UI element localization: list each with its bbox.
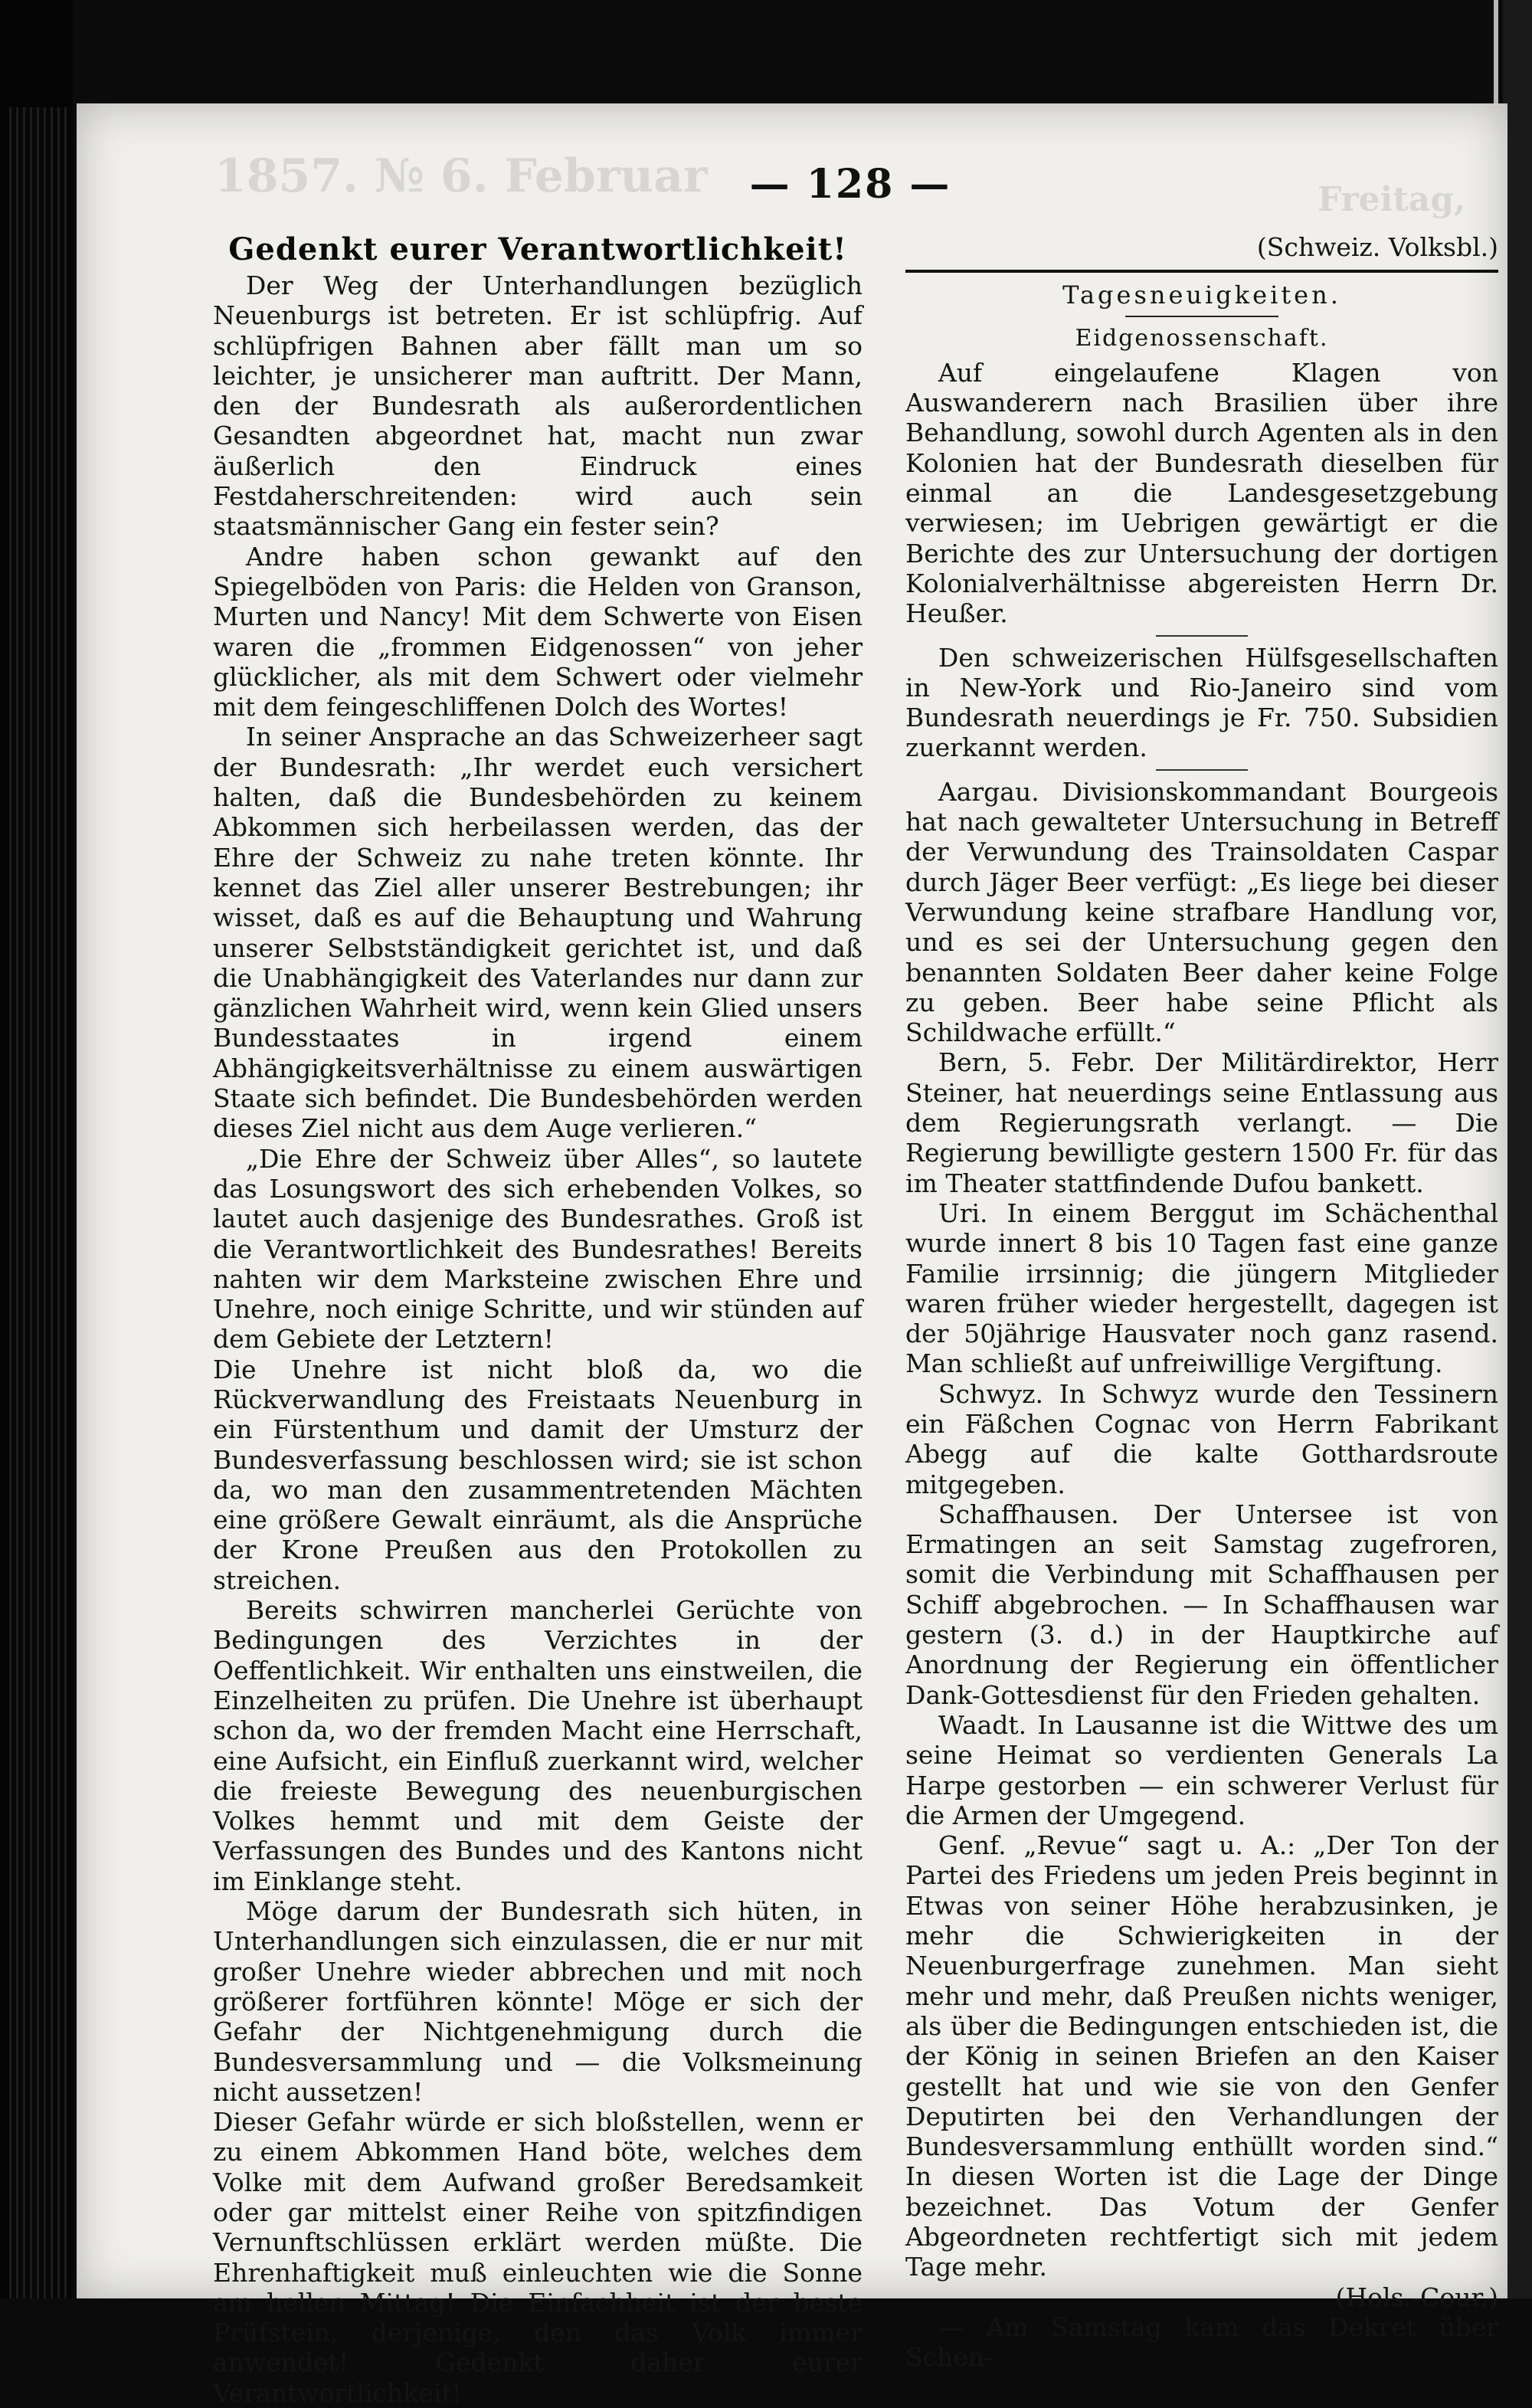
article-paragraph: Dieser Gefahr würde er sich bloßstellen, wenn er zu einem Abkommen Hand böte, welches dem Volke mit dem Aufwand großer Beredsamkeit oder gar mittelst einer Reihe von spitzfindigen Vernunftschlüssen erklärt werden müßte. Die Ehrenhaftigkeit muß einleuchten wie die Sonne am hellen Mittag! Die Einfachheit ist der beste Prüfstein, derjenige, den das Volk immer anwendet! Gedenkt daher eurer Verantwortlichkeit! xyxy=(213,2107,863,2408)
bleed-through-text: 1857. № 6. Februar xyxy=(214,149,708,203)
article-paragraph: Die Unehre ist nicht bloß da, wo die Rückverwandlung des Freistaats Neuenburg in ein Fürstenthum und damit der Umsturz der Bundesverfassung beschlossen wird; sie ist schon da, wo man den zusammentretenden Mächten eine größere Gewalt einräumt, als die Ansprüche der Krone Preußen aus den Protokollen zu streichen. xyxy=(213,1354,863,1595)
news-item: Auf eingelaufene Klagen von Auswanderern nach Brasilien über ihre Behandlung, sowohl durch Agenten als in den Kolonien hat der Bundesrath dieselben für einmal an die Landesgesetzgebung verwiesen; im Uebrigen gewärtigt er die Berichte des zur Untersuchung der dortigen Kolonialverhältnisse abgereisten Herrn Dr. Heußer. xyxy=(905,357,1498,629)
title-rule xyxy=(1125,316,1278,317)
article-headline: Gedenkt eurer Verantwortlichkeit! xyxy=(228,231,847,267)
news-item: Den schweizerischen Hülfsgesellschaften in New-York und Rio-Janeiro sind vom Bundesrath neuerdings je Fr. 750. Subsidien zuerkannt werden. xyxy=(905,642,1498,763)
section-divider xyxy=(905,270,1498,273)
article-paragraph: Möge darum der Bundesrath sich hüten, in Unterhandlungen sich einzulassen, die er nur mit großer Unehre wieder abbrechen und mit noch größerer fortführen könnte! Möge er sich der Gefahr der Nichtgenehmigung durch die Bundesversammlung und — die Volksmeinung nicht aussetzen! xyxy=(213,1896,863,2107)
article-paragraph: Bereits schwirren mancherlei Gerüchte von Bedingungen des Verzichtes in der Oeffentlichkeit. Wir enthalten uns einstweilen, die Einzelheiten zu prüfen. Die Unehre ist überhaupt schon da, wo der fremden Macht eine Herrschaft, eine Aufsicht, ein Einfluß zuerkannt wird, welcher die freieste Bewegung des neuenburgischen Volkes hemmt und mit dem Geiste der Verfassungen des Bundes und des Kantons nicht im Einklange steht. xyxy=(213,1595,863,1896)
news-item: Waadt. In Lausanne ist die Wittwe des um seine Heimat so verdienten Generals La Harpe gestorben — ein schwerer Verlust für die Armen der Umgegend. xyxy=(905,1709,1498,1830)
news-item: Uri. In einem Berggut im Schächenthal wurde innert 8 bis 10 Tagen fast eine ganze Familie irrsinnig; die jüngern Mitglieder waren früher wieder hergestellt, dagegen ist der 50jährige Hausvater noch ganz rasend. Man schließt auf unfreiwillige Vergiftung. xyxy=(905,1197,1498,1379)
article-paragraph: „Die Ehre der Schweiz über Alles“, so lautete das Losungswort des sich erhebenden Volkes, so lautet auch dasjenige des Bundesrathes. Groß ist die Verantwortlichkeit des Bundesrathes! Bereits nahten wir dem Marksteine zwischen Ehre und Unehre, noch einige Schritte, und wir stünden auf dem Gebiete der Letztern! xyxy=(213,1143,863,1355)
subsection-title: Eidgenossenschaft. xyxy=(1075,324,1329,352)
article-paragraph: Andre haben schon gewankt auf den Spiegelböden von Paris: die Helden von Granson, Murten und Nancy! Mit dem Schwerte von Eisen waren die „frommen Eidgenossen“ von jeher glücklicher, als mit dem Schwert oder vielmehr mit dem feingeschliffenen Dolch des Wortes! xyxy=(213,541,863,722)
news-item: Schaffhausen. Der Untersee ist von Ermatingen an seit Samstag zugefroren, somit die Verbindung mit Schaffhausen per Schiff abgebrochen. — In Schaffhausen war gestern (3. d.) in der Hauptkirche auf Anordnung der Regierung ein öffentlicher Dank-Gottesdienst für den Frieden gehalten. xyxy=(905,1499,1498,1710)
news-item: Aargau. Divisionskommandant Bourgeois hat nach gewalteter Untersuchung in Betreff der Verwundung des Trainsoldaten Caspar durch Jäger Beer verfügt: „Es liege bei dieser Verwundung keine strafbare Handlung vor, und es sei der Untersuchung gegen den benannten Soldaten Beer daher keine Folge zu geben. Beer habe seine Pflicht als Schildwache erfüllt.“ xyxy=(905,776,1498,1048)
news-item: Genf. „Revue“ sagt u. A.: „Der Ton der Partei des Friedens um jeden Preis beginnt in Etwas von seiner Höhe herabzusinken, je mehr die Schwierigkeiten in der Neuenburgerfrage zunehmen. Man sieht mehr und mehr, daß Preußen nichts weniger, als über die Bedingungen entschieden ist, die der König in seinen Briefen an den Kaiser gestellt hat und wie sie von den Genfer Deputirten bei den Verhandlungen der Bundesversammlung enthüllt worden sind.“ In diesen Worten ist die Lage der Dinge bezeichnet. Das Votum der Genfer Abgeordneten rechtfertigt sich mit jedem Tage mehr. xyxy=(905,1830,1498,2282)
newspaper-page xyxy=(77,103,1507,2408)
left-column xyxy=(213,232,863,2408)
news-item: Bern, 5. Febr. Der Militärdirektor, Herr Steiner, hat neuerdings seine Entlassung aus dem Regierungsrath verlangt. — Die Regierung bewilligte gestern 1500 Fr. für das im Theater stattfindende Dufou bankett. xyxy=(905,1047,1498,1198)
item-rule xyxy=(1156,635,1248,637)
right-column xyxy=(905,232,1498,2372)
article-paragraph: In seiner Ansprache an das Schweizerheer sagt der Bundesrath: „Ihr werdet euch versichert halten, daß die Bundesbehörden zu keinem Abkommen sich herbeilassen werden, das der Ehre der Schweiz zu nahe treten könnte. Ihr kennet das Ziel aller unserer Bestrebungen; ihr wisset, daß es auf die Behauptung und Wahrung unserer Selbstständigkeit gerichtet ist, und daß die Unabhängigkeit des Vaterlandes nur dann zur gänzlichen Wahrheit wird, wenn kein Glied unsers Bundesstaates in irgend einem Abhängigkeitsverhältnisse zu einem auswärtigen Staate sich befindet. Die Bundesbehörden werden dieses Ziel nicht aus dem Auge verlieren.“ xyxy=(213,722,863,1144)
item-rule xyxy=(1156,769,1248,771)
news-item: Schwyz. In Schwyz wurde den Tessinern ein Fäßchen Cognac von Herrn Fabrikant Abegg auf die kalte Gotthardsroute mitgegeben. xyxy=(905,1378,1498,1499)
news-credit: (Hols.-Cour.) xyxy=(1335,2282,1498,2312)
bleed-through-text-right: Freitag, xyxy=(1318,180,1466,219)
article-paragraph: Der Weg der Unterhandlungen bezüglich Neuenburgs ist betreten. Er ist schlüpfrig. Auf schlüpfrigen Bahnen aber fällt man um so leichter, je unsicherer man auftritt. Der Mann, den der Bundesrath als außerordentlichen Gesandten abgeordnet hat, macht nun zwar äußerlich den Eindruck eines Festdaherschreitenden: wird auch sein staatsmännischer Gang ein fester sein? xyxy=(213,270,863,542)
page-number: — 128 — xyxy=(749,161,951,208)
section-title: Tagesneuigkeiten. xyxy=(1062,280,1341,310)
spine-page-edges xyxy=(9,107,67,2298)
article-credit: (Schweiz. Volksbl.) xyxy=(1256,232,1498,262)
news-last-line: — Am Samstag kam das Dekret über Schen- xyxy=(905,2311,1498,2373)
